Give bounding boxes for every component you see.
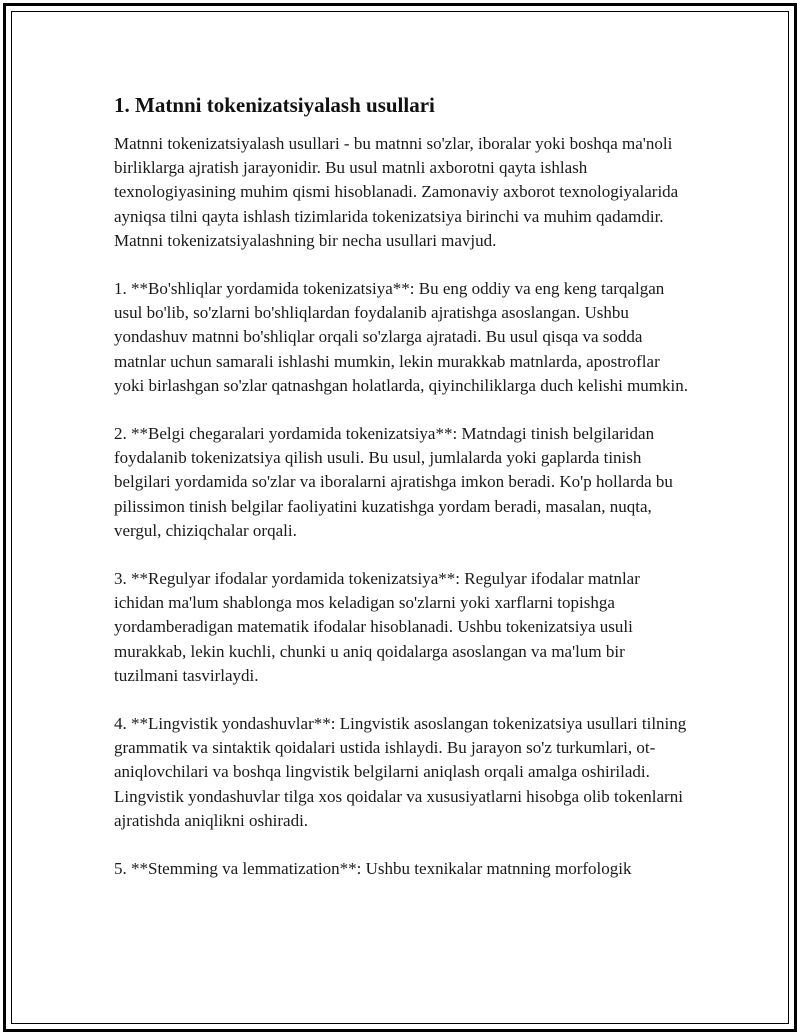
paragraph-item-4: 4. **Lingvistik yondashuvlar**: Lingvistik asoslangan tokenizatsiya usullari tilning grammatik va sintaktik qoidalari ustida ishlaydi. Bu jarayon so'z turkumlari, ot-aniqlovchilari va boshqa lingvistik belgilarni aniqlash orqali amalga oshiriladi. Lingvistik yondashuvlar tilga xos qoidalar va xususiyatlarni hisobga olib tokenlarni ajratishda aniqlikni oshiradi. xyxy=(114,714,687,830)
document-body xyxy=(114,92,688,905)
paragraph-item-2: 2. **Belgi chegaralari yordamida tokenizatsiya**: Matndagi tinish belgilaridan foydalanib tokenizatsiya qilish usuli. Bu usul, jumlalarda yoki gaplarda tinish belgilari yordamida so'zlar va iboralarni ajratishga imkon beradi. Ko'p hollarda bu pilissimon tinish belgilar faoliyatini kuzatishga yordam beradi, masalan, nuqta, vergul, chiziqchalar orqali. xyxy=(114,424,673,540)
paragraph-item-5: 5. **Stemming va lemmatization**: Ushbu texnikalar matnning morfologik xyxy=(114,859,632,879)
paragraph-item-1: 1. **Bo'shliqlar yordamida tokenizatsiya**: Bu eng oddiy va eng keng tarqalgan usul bo'lib, so'zlarni bo'shliqlardan foydalanib ajratishga asoslangan. Ushbu yondashuv matnni bo'shliqlar orqali so'zlarga ajratadi. Bu usul qisqa va sodda matnlar uchun samarali ishlashi mumkin, lekin murakkab matnlarda, apostroflar yoki birlashgan so'zlar qatnashgan holatlarda, qiyinchiliklarga duch kelishi mumkin. xyxy=(114,279,689,395)
paragraph-intro: Matnni tokenizatsiyalash usullari - bu matnni so'zlar, iboralar yoki boshqa ma'noli birliklarga ajratish jarayonidir. Bu usul matnli axborotni qayta ishlash texnologiyasining muhim qismi hisoblanadi. Zamonaviy axborot texnologiyalarida ayniqsa tilni qayta ishlash tizimlarida tokenizatsiya birinchi va muhim qadamdir. Matnni tokenizatsiyalashning bir necha usullari mavjud. xyxy=(114,134,679,250)
document-title: 1. Matnni tokenizatsiyalash usullari xyxy=(114,93,435,117)
paragraph-item-3: 3. **Regulyar ifodalar yordamida tokenizatsiya**: Regulyar ifodalar matnlar ichidan ma'lum shablonga mos keladigan so'zlarni yoki xarflarni topishga yordamberadigan matematik ifodalar hisoblanadi. Ushbu tokenizatsiya usuli murakkab, lekin kuchli, chunki u aniq qoidalarga asoslangan va ma'lum bir tuzilmani tasvirlaydi. xyxy=(114,569,640,685)
